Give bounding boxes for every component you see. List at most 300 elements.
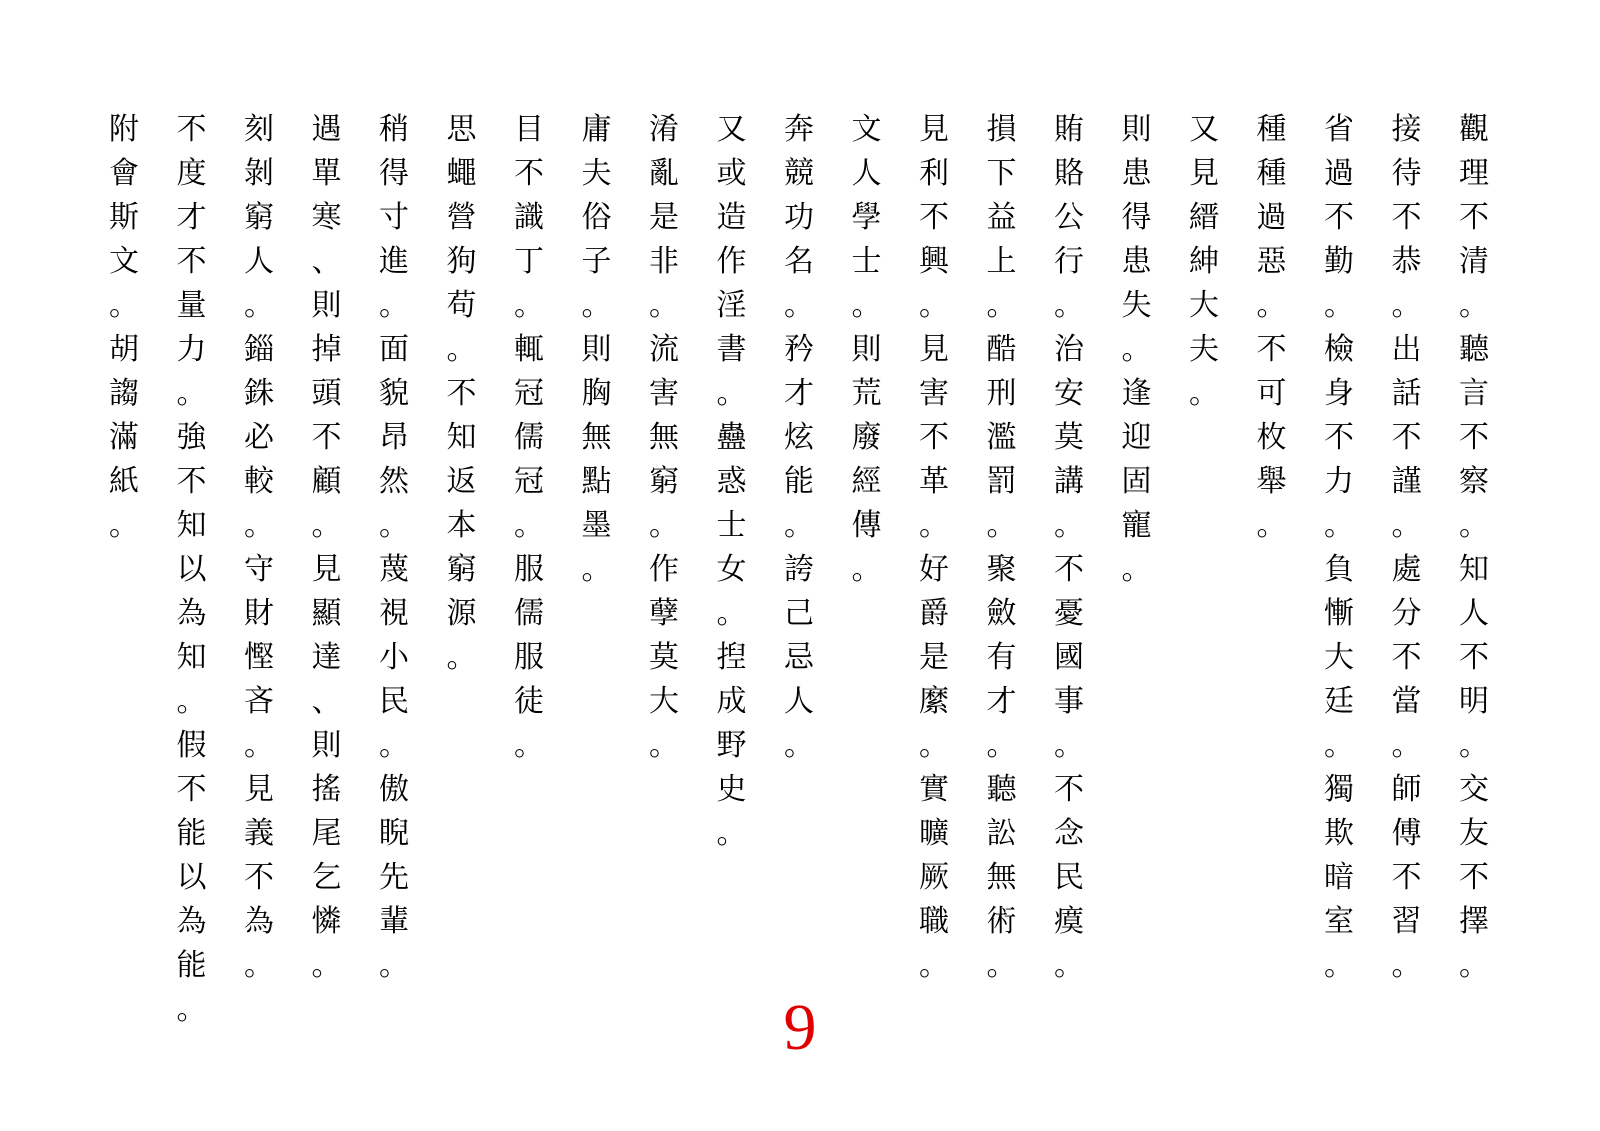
text-character: 知 [1459,552,1489,587]
text-character: 思 [446,112,477,147]
text-character: 作 [649,552,679,587]
text-character: 念 [1054,816,1084,851]
text-character: 學 [851,200,882,235]
text-character: 觀 [1459,112,1489,147]
text-character: 實 [919,772,949,807]
text-column [1049,108,1089,988]
text-character: 不 [1054,772,1084,807]
text-character: 。 [986,508,1017,543]
text-character: 下 [986,156,1017,191]
text-character: 不 [1459,420,1489,455]
text-character: 服 [514,552,544,587]
text-character: 。 [311,508,342,543]
text-character: 力 [176,332,207,367]
text-column [307,108,347,988]
text-character: 不 [919,420,949,455]
text-character: 。 [986,728,1017,763]
text-character: 不 [1324,200,1354,235]
text-character: 顯 [311,596,342,631]
text-character: 。 [446,332,477,367]
text-character: 固 [1121,464,1152,499]
text-character: 無 [649,420,679,455]
text-character: 淫 [716,288,747,323]
text-character: 迎 [1121,420,1152,455]
text-character: 不 [311,420,342,455]
text-character: 乞 [311,860,342,895]
text-character: 。 [1391,288,1422,323]
text-character: 。 [784,728,814,763]
text-character: 。 [514,728,544,763]
text-character: 話 [1391,376,1422,411]
text-character: 守 [244,552,274,587]
text-character: 。 [1324,508,1354,543]
text-character: 為 [176,596,207,631]
text-column [577,108,617,592]
text-character: 睨 [379,816,409,851]
text-character: 顧 [311,464,342,499]
text-character: 無 [986,860,1017,895]
text-character: 義 [244,816,274,851]
text-column [1184,108,1224,416]
text-character: 視 [379,596,409,631]
text-character: 。 [1189,376,1219,411]
text-character: 強 [176,420,207,455]
text-character: 謹 [1391,464,1422,499]
text-character: 尾 [311,816,342,851]
text-character: 儒 [514,596,544,631]
text-character: 酷 [986,332,1017,367]
text-character: 安 [1054,376,1084,411]
text-character: 。 [244,948,274,983]
text-character: 能 [784,464,814,499]
text-character: 返 [446,464,477,499]
text-character: 搖 [311,772,342,807]
text-character: 知 [176,640,207,675]
text-character: 見 [919,332,949,367]
text-character: 憐 [311,904,342,939]
text-character: 掉 [311,332,342,367]
text-character: 。 [514,508,544,543]
text-character: 。 [1459,948,1489,983]
text-character: 廷 [1324,684,1354,719]
text-character: 不 [1391,420,1422,455]
text-character: 慳 [244,640,274,675]
text-character: 進 [379,244,409,279]
text-character: 則 [311,728,342,763]
text-character: 不 [176,112,207,147]
text-character: 聚 [986,552,1017,587]
text-character: 荒 [851,376,882,411]
text-character: 不 [514,156,544,191]
text-character: 又 [716,112,747,147]
text-character: 輩 [379,904,409,939]
text-character: 。 [1121,332,1152,367]
text-character: 不 [1459,200,1489,235]
text-character: 夫 [1189,332,1219,367]
text-character: 史 [716,772,747,807]
text-character: 害 [919,376,949,411]
text-character: 可 [1256,376,1287,411]
text-character: 頭 [311,376,342,411]
text-character: 成 [716,684,747,719]
text-character: 。 [649,728,679,763]
text-character: 炫 [784,420,814,455]
text-character: 必 [244,420,274,455]
text-character: 見 [311,552,342,587]
text-character: 寵 [1121,508,1152,543]
text-character: 莫 [1054,420,1084,455]
text-character: 徒 [514,684,544,719]
text-character: 。 [446,640,477,675]
text-character: 不 [1391,640,1422,675]
text-character: 。 [1459,728,1489,763]
text-character: 面 [379,332,409,367]
text-character: 民 [1054,860,1084,895]
text-character: 。 [919,508,949,543]
text-character: 待 [1391,156,1422,191]
text-character: 子 [581,244,612,279]
text-character: 輒 [514,332,544,367]
text-character: 儒 [514,420,544,455]
text-character: 欺 [1324,816,1354,851]
text-column [1387,108,1427,988]
text-character: 大 [1324,640,1354,675]
text-character: 俗 [581,200,612,235]
text-character: 。 [649,288,679,323]
text-character: 、 [311,684,342,719]
text-character: 窮 [446,552,477,587]
text-character: 冠 [514,464,544,499]
text-character: 分 [1391,596,1422,631]
text-character: 文 [109,244,139,279]
text-character: 。 [919,728,949,763]
text-character: 經 [851,464,882,499]
text-character: 窮 [649,464,679,499]
text-character: 胸 [581,376,612,411]
text-character: 種 [1256,112,1287,147]
text-character: 罰 [986,464,1017,499]
text-character: 。 [1459,508,1489,543]
text-column [1252,108,1292,548]
text-character: 講 [1054,464,1084,499]
text-column [104,108,144,548]
text-character: 負 [1324,552,1354,587]
text-character: 習 [1391,904,1422,939]
text-column [779,108,819,768]
text-character: 忌 [784,640,814,675]
text-character: 縉 [1189,200,1219,235]
text-character: 大 [1189,288,1219,323]
text-character: 小 [379,640,409,675]
text-character: 。 [244,288,274,323]
text-character: 識 [514,200,544,235]
text-character: 。 [1324,288,1354,323]
text-character: 昂 [379,420,409,455]
text-character: 銖 [244,376,274,411]
text-character: 室 [1324,904,1354,939]
text-character: 冠 [514,376,544,411]
text-character: 人 [851,156,882,191]
text-character: 濫 [986,420,1017,455]
text-character: 不 [244,860,274,895]
text-character: 寸 [379,200,409,235]
text-character: 暗 [1324,860,1354,895]
text-character: 公 [1054,200,1084,235]
text-character: 。 [986,288,1017,323]
text-character: 先 [379,860,409,895]
text-character: 寒 [311,200,342,235]
text-character: 。 [851,552,882,587]
text-character: 省 [1324,112,1354,147]
text-character: 不 [1324,420,1354,455]
text-character: 恭 [1391,244,1422,279]
text-character: 損 [986,112,1017,147]
text-character: 出 [1391,332,1422,367]
text-character: 。 [244,728,274,763]
text-character: 。 [1391,728,1422,763]
text-character: 清 [1459,244,1489,279]
text-character: 則 [1121,112,1152,147]
text-character: 。 [1459,288,1489,323]
text-character: 稍 [379,112,409,147]
text-character: 不 [1391,200,1422,235]
text-character: 不 [176,464,207,499]
text-character: 流 [649,332,679,367]
text-character: 非 [649,244,679,279]
text-character: 。 [986,948,1017,983]
text-character: 。 [176,992,207,1027]
text-character: 或 [716,156,747,191]
text-character: 爵 [919,596,949,631]
text-character: 胡 [109,332,139,367]
text-character: 興 [919,244,949,279]
text-character: 身 [1324,376,1354,411]
text-character: 奔 [784,112,814,147]
text-character: 理 [1459,156,1489,191]
text-character: 逢 [1121,376,1152,411]
text-character: 。 [1256,288,1287,323]
text-character: 。 [379,728,409,763]
text-character: 以 [176,552,207,587]
text-character: 源 [446,596,477,631]
text-character: 蠅 [446,156,477,191]
text-character: 知 [176,508,207,543]
text-character: 又 [1189,112,1219,147]
text-character: 不 [1391,860,1422,895]
text-character: 文 [851,112,882,147]
text-character: 。 [784,288,814,323]
text-character: 不 [1459,860,1489,895]
text-character: 以 [176,860,207,895]
text-character: 功 [784,200,814,235]
text-character: 廢 [851,420,882,455]
text-character: 財 [244,596,274,631]
text-character: 才 [176,200,207,235]
text-character: 事 [1054,684,1084,719]
text-character: 得 [379,156,409,191]
text-character: 單 [311,156,342,191]
text-character: 賄 [1054,112,1084,147]
text-column [1454,108,1494,988]
text-character: 斯 [109,200,139,235]
text-character: 為 [176,904,207,939]
text-character: 。 [716,596,747,631]
text-character: 當 [1391,684,1422,719]
text-character: 。 [1121,552,1152,587]
text-character: 。 [244,508,274,543]
text-character: 刻 [244,112,274,147]
text-character: 種 [1256,156,1287,191]
text-character: 。 [379,508,409,543]
text-character: 才 [784,376,814,411]
text-character: 瘼 [1054,904,1084,939]
text-character: 。 [1391,508,1422,543]
text-column [442,108,482,680]
text-character: 假 [176,728,207,763]
text-character: 患 [1121,156,1152,191]
text-character: 錙 [244,332,274,367]
text-character: 窮 [244,200,274,235]
text-character: 。 [1256,508,1287,543]
text-column [239,108,279,988]
text-character: 能 [176,948,207,983]
text-character: 。 [1054,728,1084,763]
text-character: 聽 [1459,332,1489,367]
text-character: 勤 [1324,244,1354,279]
text-character: 人 [1459,596,1489,631]
text-character: 是 [649,200,679,235]
text-character: 狗 [446,244,477,279]
text-character: 無 [581,420,612,455]
text-character: 力 [1324,464,1354,499]
text-character: 貌 [379,376,409,411]
text-character: 。 [581,288,612,323]
text-character: 。 [109,508,139,543]
text-character: 憂 [1054,596,1084,631]
text-character: 國 [1054,640,1084,675]
text-character: 遇 [311,112,342,147]
text-column [712,108,752,856]
text-character: 苟 [446,288,477,323]
text-character: 士 [716,508,747,543]
text-character: 過 [1256,200,1287,235]
text-character: 傅 [1391,816,1422,851]
text-character: 作 [716,244,747,279]
text-character: 。 [716,376,747,411]
text-character: 見 [244,772,274,807]
text-character: 。 [109,288,139,323]
text-character: 斂 [986,596,1017,631]
text-character: 聽 [986,772,1017,807]
text-character: 丁 [514,244,544,279]
text-character: 傲 [379,772,409,807]
text-character: 則 [581,332,612,367]
text-character: 能 [176,816,207,851]
text-character: 。 [379,288,409,323]
text-character: 。 [919,288,949,323]
text-character: 會 [109,156,139,191]
text-character: 害 [649,376,679,411]
text-character: 師 [1391,772,1422,807]
text-character: 失 [1121,288,1152,323]
text-character: 吝 [244,684,274,719]
text-character: 處 [1391,552,1422,587]
text-character: 不 [446,376,477,411]
text-character: 見 [1189,156,1219,191]
text-character: 革 [919,464,949,499]
text-character: 達 [311,640,342,675]
text-character: 患 [1121,244,1152,279]
text-character: 獨 [1324,772,1354,807]
text-character: 才 [986,684,1017,719]
text-character: 。 [1054,508,1084,543]
text-column [644,108,684,768]
text-character: 慚 [1324,596,1354,631]
text-character: 度 [176,156,207,191]
text-character: 檢 [1324,332,1354,367]
text-column [1319,108,1359,988]
text-character: 為 [244,904,274,939]
text-character: 上 [986,244,1017,279]
text-character: 。 [1391,948,1422,983]
text-character: 傳 [851,508,882,543]
text-character: 見 [919,112,949,147]
text-character: 是 [919,640,949,675]
text-character: 知 [446,420,477,455]
text-character: 惑 [716,464,747,499]
text-character: 競 [784,156,814,191]
text-character: 惡 [1256,244,1287,279]
text-character: 。 [716,816,747,851]
text-character: 過 [1324,156,1354,191]
text-character: 然 [379,464,409,499]
text-character: 滿 [109,420,139,455]
text-character: 言 [1459,376,1489,411]
text-character: 墨 [581,508,612,543]
text-character: 得 [1121,200,1152,235]
text-character: 。 [379,948,409,983]
text-character: 。 [1324,728,1354,763]
text-character: 不 [1054,552,1084,587]
text-character: 淆 [649,112,679,147]
text-character: 。 [784,508,814,543]
text-character: 刑 [986,376,1017,411]
page-number: 9 [783,991,817,1064]
text-character: 。 [649,508,679,543]
text-character: 治 [1054,332,1084,367]
text-column [374,108,414,988]
text-character: 己 [784,596,814,631]
text-character: 好 [919,552,949,587]
text-column [982,108,1022,988]
text-character: 矜 [784,332,814,367]
text-character: 名 [784,244,814,279]
text-character: 賂 [1054,156,1084,191]
text-character: 剝 [244,156,274,191]
text-character: 服 [514,640,544,675]
text-character: 書 [716,332,747,367]
text-character: 則 [851,332,882,367]
text-character: 曠 [919,816,949,851]
text-character: 益 [986,200,1017,235]
text-character: 庸 [581,112,612,147]
text-character: 點 [581,464,612,499]
text-column [509,108,549,768]
text-character: 。 [176,684,207,719]
text-character: 女 [716,552,747,587]
text-character: 大 [649,684,679,719]
text-column [847,108,887,592]
